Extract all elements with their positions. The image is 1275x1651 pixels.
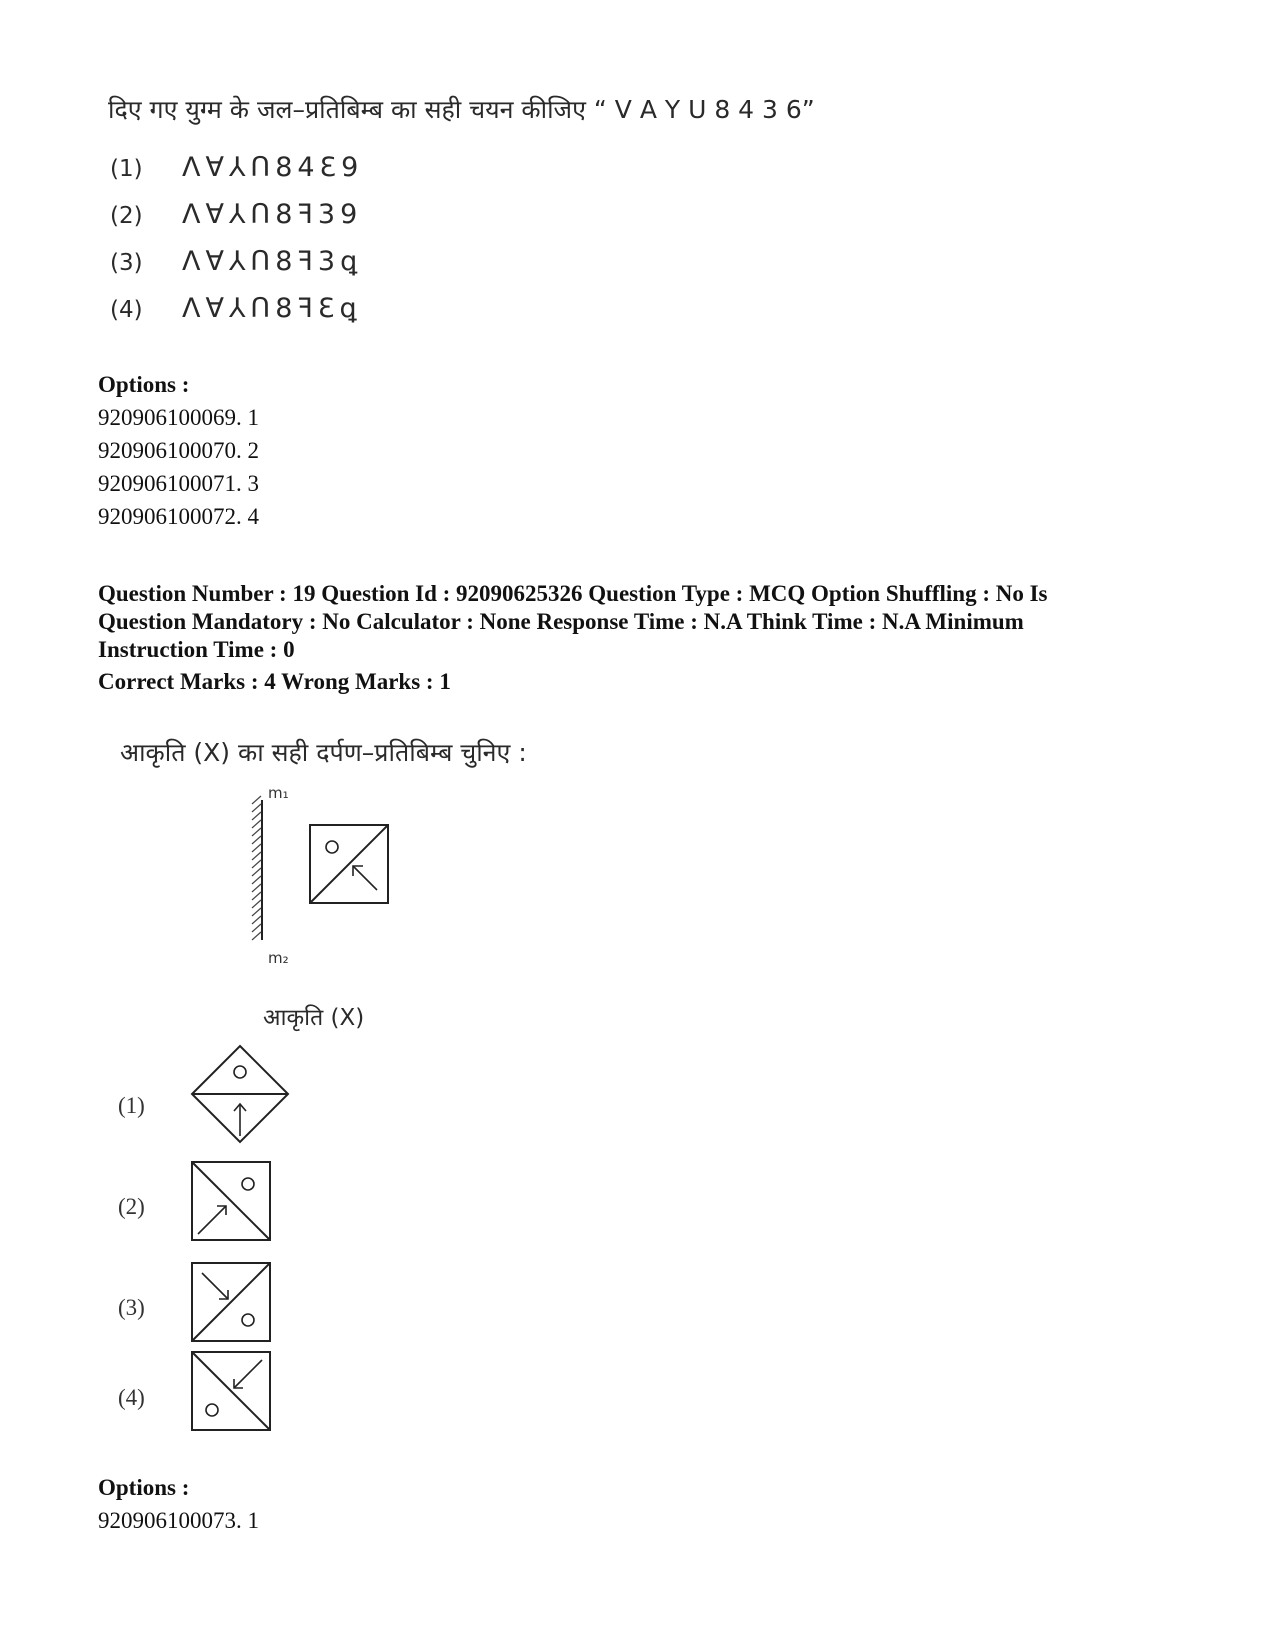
q18-option-2: 920906100070. 2 — [98, 438, 259, 463]
q18-choice-2-glyphs: Λꓯ⅄Ո8ꟻ39 — [182, 199, 363, 230]
figure-x — [250, 784, 410, 980]
arrow-icon — [353, 866, 377, 890]
q19-choice-2-figure — [190, 1158, 280, 1248]
figure-x-caption: आकृति (X) — [263, 1005, 365, 1031]
q19-meta — [98, 580, 1178, 664]
q19-meta-line-1: Question Number : 19 Question Id : 92090625326 Question Type : MCQ Option Shuffling : No Is — [98, 581, 1048, 606]
q19-options — [98, 1471, 259, 1537]
q18-choice-4-glyphs: Λꓯ⅄Ո8ꟻƐꝗ — [182, 293, 362, 324]
q18-choice-1-glyphs: Λꓯ⅄Ո84Ɛ9 — [182, 152, 364, 183]
q18-choice-1 — [110, 152, 363, 183]
q18-choice-3-number: (3) — [110, 250, 143, 276]
q18-choice-3 — [110, 246, 362, 277]
q18-choice-2-number: (2) — [110, 203, 143, 229]
q19-choice-1-number: (1) — [118, 1093, 145, 1118]
circle-icon — [206, 1404, 218, 1416]
q18-prompt: दिए गए युग्म के जल–प्रतिबिम्ब का सही चयन कीजिए “ V A Y U 8 4 3 6” — [108, 95, 815, 124]
q18-options-label: Options : — [98, 372, 190, 397]
q19-choice-4-number: (4) — [118, 1385, 145, 1410]
circle-icon — [242, 1314, 254, 1326]
arrow-icon — [198, 1206, 226, 1234]
q19-meta-line-3: Instruction Time : 0 — [98, 637, 295, 662]
q19-meta-line-2: Question Mandatory : No Calculator : None Response Time : N.A Think Time : N.A Minimum — [98, 609, 1024, 634]
q19-choice-2-number: (2) — [118, 1194, 145, 1219]
q18-option-1: 920906100069. 1 — [98, 405, 259, 430]
q18-choice-3-glyphs: Λꓯ⅄Ո8ꟻ3ꝗ — [182, 246, 363, 277]
mirror-top-label: m₁ — [268, 784, 289, 802]
q18-choice-4-number: (4) — [110, 297, 143, 323]
circle-icon — [242, 1178, 254, 1190]
q18-option-3: 920906100071. 3 — [98, 471, 259, 496]
figure-x-square — [310, 825, 388, 903]
q19-choice-4-figure — [190, 1348, 280, 1438]
arrow-up-icon — [234, 1104, 246, 1136]
q19-options-label: Options : — [98, 1475, 190, 1500]
q18-choice-4 — [110, 293, 362, 324]
circle-icon — [326, 841, 338, 853]
q19-marks: Correct Marks : 4 Wrong Marks : 1 — [98, 669, 451, 694]
arrow-icon — [202, 1273, 228, 1299]
arrow-icon — [234, 1360, 262, 1388]
q18-choice-2 — [110, 199, 362, 230]
q19-choice-3-number: (3) — [118, 1295, 145, 1320]
q19-choice-1-figure — [188, 1042, 298, 1152]
mirror-line — [252, 796, 262, 940]
q18-option-4: 920906100072. 4 — [98, 504, 259, 529]
q18-options — [98, 368, 259, 533]
circle-icon — [234, 1066, 246, 1078]
q19-prompt: आकृति (X) का सही दर्पण–प्रतिबिम्ब चुनिए : — [120, 738, 527, 767]
q19-choice-3-figure — [190, 1259, 280, 1349]
q19-option-1: 920906100073. 1 — [98, 1508, 259, 1533]
mirror-bottom-label: m₂ — [268, 949, 289, 967]
q18-choice-1-number: (1) — [110, 156, 143, 182]
